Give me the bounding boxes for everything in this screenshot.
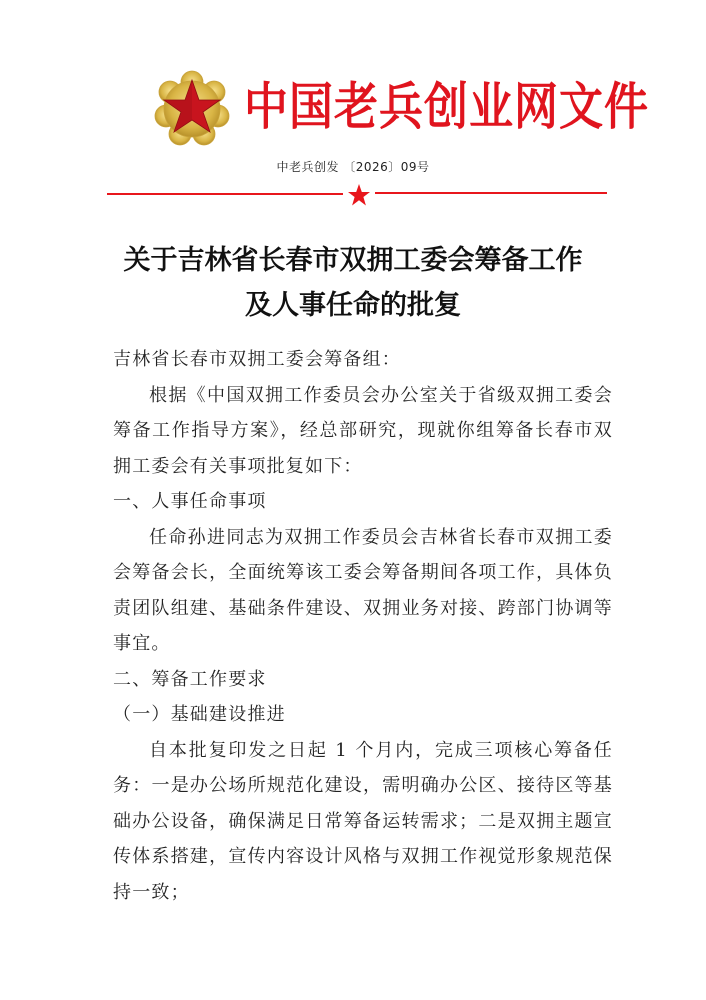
army-star-emblem-icon [152, 68, 232, 148]
masthead-title: 中国老兵创业网文件 [244, 78, 649, 137]
intro-paragraph: 根据《中国双拥工作委员会办公室关于省级双拥工委会筹备工作指导方案》，经总部研究，现就你组筹备长春市双拥工委会有关事项批复如下： [113, 384, 613, 477]
title-line-1: 关于吉林省长春市双拥工委会筹备工作 [123, 245, 583, 276]
title-line-2: 及人事任命的批复 [245, 290, 461, 321]
masthead [152, 68, 649, 148]
subsection-1-paragraph: 自本批复印发之日起 1 个月内，完成三项核心筹备任务：一是办公场所规范化建设，需明确办公区、接待区等基础办公设备，确保满足日常筹备运转需求；二是双拥主题宣传体系搭建，宣传内容设计风格与双拥工作视觉形象规范保持一致； [113, 739, 613, 903]
document-body [113, 342, 613, 910]
section-2-heading: 二、筹备工作要求 [113, 668, 267, 690]
section-1-paragraph: 任命孙进同志为双拥工作委员会吉林省长春市双拥工委会筹备会长，全面统筹该工委会筹备期间各项工作，具体负责团队组建、基础条件建设、双拥业务对接、跨部门协调等事宜。 [113, 526, 613, 654]
red-divider [107, 183, 607, 207]
subsection-1-heading: （一）基础建设推进 [113, 704, 286, 725]
divider-line-left [107, 193, 343, 195]
red-star-icon [347, 183, 371, 207]
section-1-heading: 一、人事任命事项 [113, 491, 267, 512]
document-title [0, 238, 706, 328]
salutation: 吉林省长春市双拥工委会筹备组： [113, 349, 401, 370]
document-number: 中老兵创发 〔2026〕09号 [276, 160, 430, 174]
divider-line-right [375, 192, 607, 194]
